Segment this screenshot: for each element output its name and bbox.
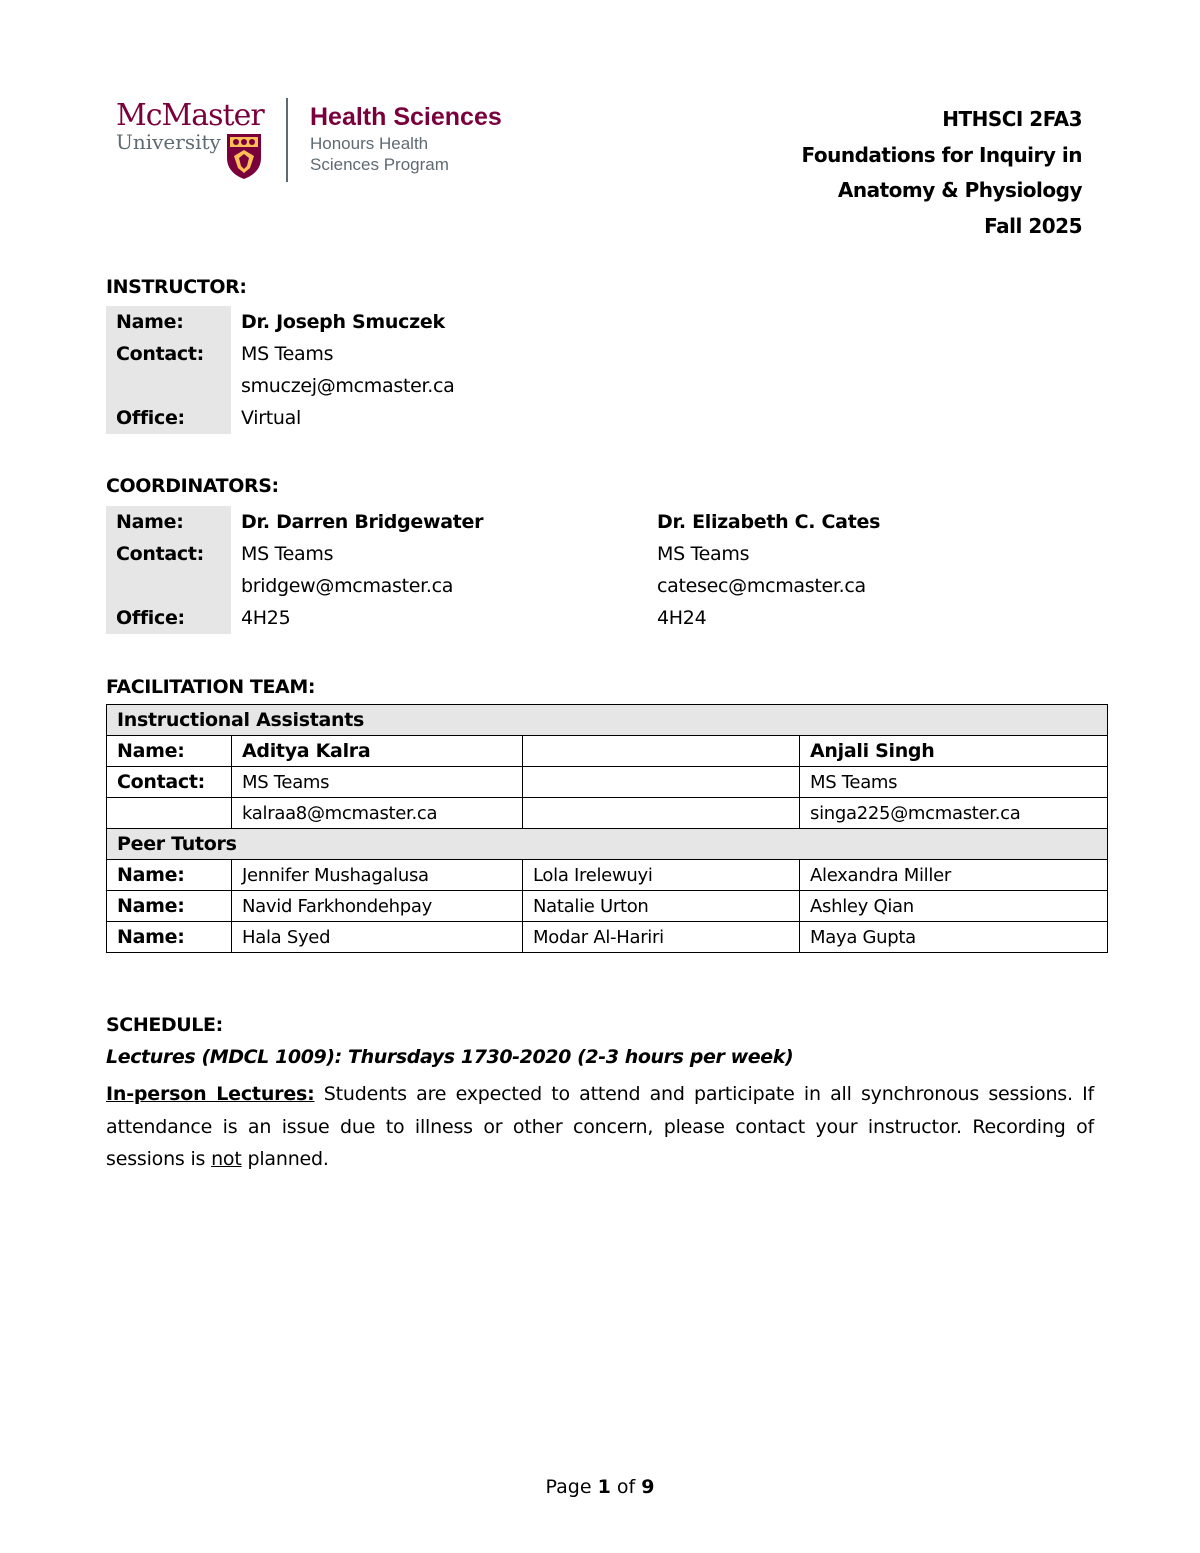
coordinator-email: bridgew@mcmaster.ca	[241, 575, 454, 597]
instructor-office-row	[106, 402, 647, 434]
assistant-contact-row	[107, 767, 1108, 798]
mcmaster-crest-icon	[224, 132, 264, 180]
empty-label-cell	[107, 798, 232, 829]
schedule-heading: SCHEDULE:	[106, 1014, 223, 1036]
coordinator-email: catesec@mcmaster.ca	[657, 575, 866, 597]
empty-cell	[523, 798, 800, 829]
facilitation-heading: FACILITATION TEAM:	[106, 676, 316, 698]
logo-divider	[286, 98, 288, 182]
office-label: Office:	[106, 402, 231, 434]
assistant-email: singa225@mcmaster.ca	[800, 798, 1108, 829]
instructor-contact: MS Teams	[241, 343, 334, 365]
coordinators-table	[106, 506, 957, 634]
inperson-lectures-text: Students are expected to attend and participate in all synchronous sessions. If attendance is an issue due to illness or other concern, please contact your instructor. Recording of sessions is	[106, 1083, 1094, 1170]
logo-program-line1: Honours Health	[310, 134, 429, 153]
schedule-paragraph	[106, 1078, 1094, 1176]
tutor-name: Modar Al-Hariri	[523, 922, 800, 953]
assistant-name-row	[107, 736, 1108, 767]
logo-health-sciences-text: Health Sciences	[310, 103, 502, 131]
instructor-email: smuczej@mcmaster.ca	[241, 375, 455, 397]
logo-program-text	[310, 133, 449, 175]
coordinator-name-row	[106, 506, 957, 538]
inperson-lectures-label: In-person Lectures:	[106, 1083, 315, 1105]
tutor-name: Alexandra Miller	[800, 860, 1108, 891]
page-footer	[0, 1476, 1200, 1498]
name-label: Name:	[107, 922, 232, 953]
instructor-office: Virtual	[241, 407, 301, 429]
tutor-name: Ashley Qian	[800, 891, 1108, 922]
assistant-email: kalraa8@mcmaster.ca	[232, 798, 523, 829]
coordinator-contact: MS Teams	[657, 543, 750, 565]
empty-label-cell	[106, 570, 231, 602]
coordinator-contact: MS Teams	[241, 543, 334, 565]
name-label: Name:	[107, 736, 232, 767]
contact-label: Contact:	[106, 338, 231, 370]
mcmaster-health-sciences-logo	[114, 96, 534, 188]
peer-tutors-heading: Peer Tutors	[107, 829, 1108, 860]
assistant-contact: MS Teams	[800, 767, 1108, 798]
page-number: 1	[597, 1476, 611, 1498]
tutor-name: Jennifer Mushagalusa	[232, 860, 523, 891]
assistant-name: Anjali Singh	[800, 736, 1108, 767]
instructor-name-row	[106, 306, 647, 338]
coordinator-name: Dr. Darren Bridgewater	[241, 511, 484, 533]
page-total: 9	[641, 1476, 655, 1498]
instructional-assistants-heading: Instructional Assistants	[107, 705, 1108, 736]
tutor-name: Lola Irelewuyi	[523, 860, 800, 891]
not-emphasis: not	[211, 1148, 242, 1170]
coordinator-contact-row	[106, 538, 957, 570]
instructor-heading: INSTRUCTOR:	[106, 276, 247, 298]
contact-label: Contact:	[106, 538, 231, 570]
course-code: HTHSCI 2FA3	[942, 107, 1082, 131]
tutor-row	[107, 922, 1108, 953]
page-word: Page	[545, 1476, 598, 1498]
facilitation-table	[106, 704, 1108, 953]
empty-label-cell	[106, 370, 231, 402]
empty-cell	[523, 736, 800, 767]
tutor-name: Navid Farkhondehpay	[232, 891, 523, 922]
logo-program-line2: Sciences Program	[310, 155, 449, 174]
peer-tutors-header-row	[107, 829, 1108, 860]
name-label: Name:	[106, 506, 231, 538]
name-label: Name:	[106, 306, 231, 338]
course-info	[802, 102, 1082, 244]
contact-label: Contact:	[107, 767, 232, 798]
instructor-name: Dr. Joseph Smuczek	[241, 311, 445, 333]
instructor-contact-row	[106, 338, 647, 370]
instructor-table	[106, 306, 647, 434]
tutor-name: Maya Gupta	[800, 922, 1108, 953]
coordinators-heading: COORDINATORS:	[106, 475, 279, 497]
tutor-row	[107, 860, 1108, 891]
course-title-line1: Foundations for Inquiry in	[801, 142, 1082, 167]
assistant-contact: MS Teams	[232, 767, 523, 798]
name-label: Name:	[107, 891, 232, 922]
instructor-email-row	[106, 370, 647, 402]
of-word: of	[610, 1476, 642, 1498]
tutor-name: Natalie Urton	[523, 891, 800, 922]
course-title-line2: Anatomy & Physiology	[837, 178, 1082, 202]
coordinator-email-row	[106, 570, 957, 602]
coordinator-office: 4H25	[241, 607, 291, 629]
course-term: Fall 2025	[984, 213, 1082, 238]
tutor-name: Hala Syed	[232, 922, 523, 953]
name-label: Name:	[107, 860, 232, 891]
instructional-assistants-header-row	[107, 705, 1108, 736]
assistant-name: Aditya Kalra	[232, 736, 523, 767]
assistant-email-row	[107, 798, 1108, 829]
empty-cell	[523, 767, 800, 798]
lectures-line: Lectures (MDCL 1009): Thursdays 1730-2020 (2-3 hours per week)	[106, 1046, 794, 1068]
inperson-lectures-end: planned.	[241, 1148, 329, 1170]
coordinator-name: Dr. Elizabeth C. Cates	[657, 511, 881, 533]
logo-university-text: University	[116, 130, 221, 154]
coordinator-office: 4H24	[657, 607, 707, 629]
office-label: Office:	[106, 602, 231, 634]
logo-mcmaster-text: McMaster	[116, 98, 264, 133]
coordinator-office-row	[106, 602, 957, 634]
tutor-row	[107, 891, 1108, 922]
